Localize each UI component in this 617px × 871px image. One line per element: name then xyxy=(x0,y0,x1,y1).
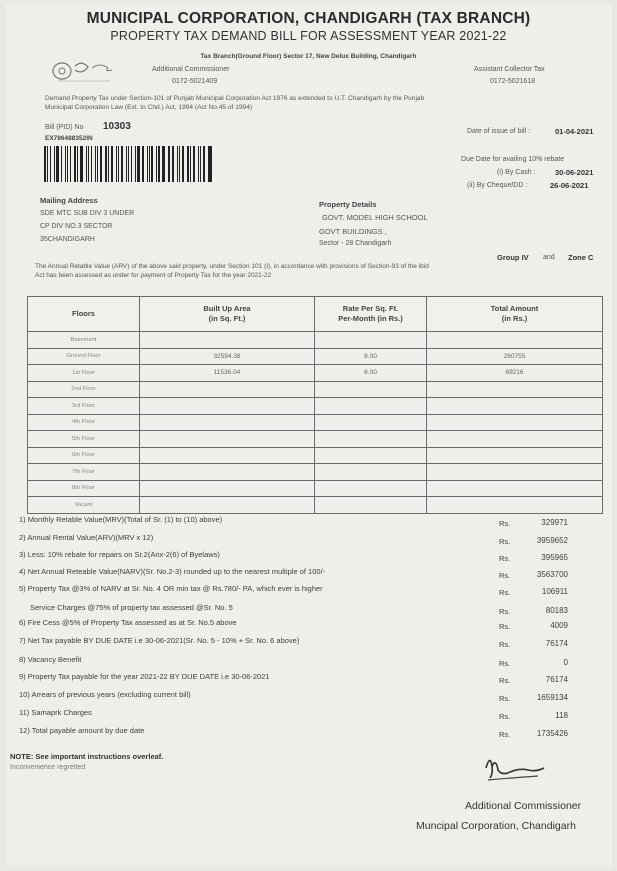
area-cell xyxy=(140,431,315,448)
barcode-bar xyxy=(118,146,119,182)
area-cell xyxy=(140,332,315,349)
signature xyxy=(480,748,550,786)
bill-title: MUNICIPAL CORPORATION, CHANDIGARH (TAX BRANCH) xyxy=(86,10,531,27)
barcode-bar xyxy=(209,146,212,182)
calc-label: 4) Net Annual Reteable Value(NARV)(Sr. No.2-3) rounded up to the nearest multiple of 100/- xyxy=(19,567,326,576)
barcode-bar xyxy=(135,146,136,182)
group-label: Group IV xyxy=(497,253,529,262)
floor-cell: Vacant xyxy=(28,497,140,514)
calc-rs: Rs. xyxy=(499,694,511,703)
calc-label: 5) Property Tax @3% of NARV at Sr. No. 4 OR min tax @ Rs.780/- PA, which ever is higher xyxy=(19,584,323,593)
calc-label: 11) Samaprk Charges xyxy=(19,708,92,717)
calc-label: 3) Less: 10% rebate for repairs on Sr.2(Anx-2(6) of Byelaws) xyxy=(19,550,220,559)
barcode-bar xyxy=(108,146,109,182)
floor-cell: 6th Floor xyxy=(28,447,140,464)
area-cell xyxy=(140,497,315,514)
col-total-amount: Total Amount (in Rs.) xyxy=(427,297,603,332)
table-row xyxy=(28,431,603,448)
bill-no-label: Bill (PID) No xyxy=(45,124,84,131)
issue-date: 01-04-2021 xyxy=(555,127,594,136)
rate-cell xyxy=(315,497,427,514)
arv-text-line2: Act has been assessed as under for payment of Property Tax for the year 2021-22 xyxy=(35,272,272,279)
barcode-text: EX786488352IN xyxy=(45,135,93,142)
calc-value: 80183 xyxy=(545,606,568,615)
calc-label: 12) Total payable amount by due date xyxy=(19,726,145,735)
barcode-bar xyxy=(190,146,191,182)
calc-label: 9) Property Tax payable for the year 2021-22 BY DUE DATE i.e 30-06-2021 xyxy=(19,672,270,681)
floor-cell: 3rd Floor xyxy=(28,398,140,415)
demand-text-line2: Municipal Corporation Law (Ext. to Chd.) Act, 1994 (Act No.45 of 1994) xyxy=(45,104,253,111)
area-cell xyxy=(140,447,315,464)
calc-value: 1735426 xyxy=(536,729,568,738)
barcode-bar xyxy=(203,146,205,182)
barcode-bar xyxy=(105,146,107,182)
barcode-bar xyxy=(162,146,165,182)
barcode-bar xyxy=(182,146,184,182)
barcode-bar xyxy=(147,146,148,182)
barcode xyxy=(44,146,214,182)
calc-value: 76174 xyxy=(545,639,568,648)
cheque-date: 26-06-2021 xyxy=(550,181,589,190)
table-row xyxy=(28,480,603,497)
barcode-bar xyxy=(88,146,89,182)
calc-label: 8) Vacancy Benefit xyxy=(19,655,82,664)
amount-cell: 69216 xyxy=(427,365,603,382)
calc-value: 3563700 xyxy=(536,570,568,579)
calc-label: 6) Fire Cess @5% of Property Tax assessed as at Sr. No.5 above xyxy=(19,618,237,627)
floor-cell: 7th Floor xyxy=(28,464,140,481)
barcode-bar xyxy=(200,146,201,182)
calc-rs: Rs. xyxy=(499,659,511,668)
rate-cell xyxy=(315,480,427,497)
area-cell xyxy=(140,480,315,497)
amount-cell xyxy=(427,398,603,415)
barcode-bar xyxy=(131,146,132,182)
property-line3: Sector - 28 Chandigarh xyxy=(319,240,392,247)
barcode-bar xyxy=(86,146,87,182)
property-line2: GOVT BUILDINGS , xyxy=(319,227,387,236)
barcode-bar xyxy=(156,146,157,182)
barcode-bar xyxy=(128,146,130,182)
floor-cell: 2nd Floor xyxy=(28,381,140,398)
table-row xyxy=(28,447,603,464)
barcode-bar xyxy=(50,146,51,182)
barcode-bar xyxy=(61,146,62,182)
table-row xyxy=(28,464,603,481)
mc-chandigarh-logo xyxy=(50,58,120,84)
calc-value: 395965 xyxy=(541,553,568,562)
table-row xyxy=(28,398,603,415)
addl-commissioner-phone: 0172-5021409 xyxy=(172,78,218,85)
calc-rs: Rs. xyxy=(499,712,511,721)
barcode-bar xyxy=(74,146,76,182)
mailing-line2: CP DIV NO.3 SECTOR xyxy=(40,223,113,230)
barcode-bar xyxy=(179,146,180,182)
barcode-bar xyxy=(54,146,56,182)
barcode-bar xyxy=(126,146,127,182)
cheque-label: (ii) By Cheque/DD : xyxy=(467,182,528,189)
rate-cell xyxy=(315,447,427,464)
zone-label: Zone C xyxy=(568,253,594,262)
floor-cell: 5th Floor xyxy=(28,431,140,448)
calc-rs: Rs. xyxy=(499,622,511,631)
area-cell xyxy=(140,464,315,481)
amount-cell xyxy=(427,431,603,448)
barcode-bar xyxy=(137,146,140,182)
barcode-bar xyxy=(169,146,170,182)
calc-rs: Rs. xyxy=(499,640,511,649)
group-zone-and: and xyxy=(543,254,555,261)
area-cell: 11536.04 xyxy=(140,365,315,382)
calc-rs: Rs. xyxy=(499,730,511,739)
arv-text-line1: The Annual Retable Value (ARV) of the above said property, under Section 101 (I), in accordance with provisions of Section-93 of the ibid xyxy=(35,263,429,270)
mailing-line1: SDE MTC SUB DIV 3 UNDER xyxy=(40,210,135,217)
table-header-row xyxy=(28,297,603,332)
calc-label: 2) Annual Rental Value(ARV)(MRV x 12) xyxy=(19,533,154,542)
area-cell xyxy=(140,398,315,415)
table-row xyxy=(28,365,603,382)
floors-table xyxy=(27,296,603,514)
barcode-bar xyxy=(208,146,209,182)
rate-cell xyxy=(315,332,427,349)
issue-date-label: Date of issue of bill : xyxy=(467,128,531,135)
barcode-bar xyxy=(67,146,68,182)
floor-cell: 4th Floor xyxy=(28,414,140,431)
area-cell xyxy=(140,414,315,431)
calc-value: 106911 xyxy=(541,587,568,596)
area-cell xyxy=(140,381,315,398)
calc-label: 1) Monthly Retable Value(MRV)(Total of Sr. (1) to (10) above) xyxy=(19,515,223,524)
barcode-bar xyxy=(77,146,78,182)
demand-text-line1: Demand Property Tax under Section-101 of Punjab Municipal Corporation Act 1976 as extended to U.T. Chandigarh by the Punjab xyxy=(45,95,425,102)
calc-rs: Rs. xyxy=(499,676,511,685)
cash-label: (i) By Cash : xyxy=(497,169,536,176)
barcode-bar xyxy=(177,146,178,182)
calc-value: 3959652 xyxy=(536,536,568,545)
table-row xyxy=(28,414,603,431)
assistant-collector-phone: 0172-5021618 xyxy=(490,78,536,85)
barcode-bar xyxy=(91,146,93,182)
calc-rs: Rs. xyxy=(499,537,511,546)
floor-cell: 8th Floor xyxy=(28,480,140,497)
rate-cell: 6.00 xyxy=(315,365,427,382)
table-row xyxy=(28,332,603,349)
barcode-bar xyxy=(168,146,169,182)
amount-cell: 260755 xyxy=(427,348,603,365)
barcode-bar xyxy=(151,146,153,182)
calc-label: 7) Net Tax payable BY DUE DATE i.e 30-06-2021(Sr. No. 5 - 10% + Sr. No. 6 above) xyxy=(19,636,300,645)
calc-value: 118 xyxy=(555,711,568,720)
addl-commissioner-label: Additional Commissioner xyxy=(152,66,230,73)
amount-cell xyxy=(427,480,603,497)
barcode-bar xyxy=(193,146,195,182)
mailing-line3: 35CHANDIGARH xyxy=(40,236,95,243)
rate-cell xyxy=(315,464,427,481)
barcode-bar xyxy=(158,146,160,182)
due-date-label: Due Date for availing 10% rebate xyxy=(461,156,565,163)
barcode-bar xyxy=(111,146,114,182)
rate-cell xyxy=(315,431,427,448)
barcode-bar xyxy=(116,146,117,182)
barcode-bar xyxy=(47,146,48,182)
barcode-bar xyxy=(95,146,96,182)
barcode-bar xyxy=(56,146,59,182)
rate-cell xyxy=(315,398,427,415)
amount-cell xyxy=(427,497,603,514)
amount-cell xyxy=(427,447,603,464)
calc-value: 329971 xyxy=(541,518,568,527)
barcode-bar xyxy=(198,146,199,182)
sign-title: Additional Commissioner xyxy=(465,800,582,812)
table-row xyxy=(28,497,603,514)
bill-subtitle: PROPERTY TAX DEMAND BILL FOR ASSESSMENT YEAR 2021-22 xyxy=(110,29,507,43)
calc-rs: Rs. xyxy=(499,607,511,616)
barcode-bar xyxy=(121,146,123,182)
barcode-bar xyxy=(172,146,174,182)
amount-cell xyxy=(427,381,603,398)
calc-rs: Rs. xyxy=(499,571,511,580)
floor-cell: 1st Floor xyxy=(28,365,140,382)
property-line1: GOVT. MODEL HIGH SCHOOL xyxy=(322,213,428,222)
amount-cell xyxy=(427,464,603,481)
note-text: NOTE: See important instructions overleaf. xyxy=(10,752,164,761)
col-built-up-area: Built Up Area (in Sq. Ft.) xyxy=(140,297,315,332)
barcode-bar xyxy=(70,146,72,182)
col-floors: Floors xyxy=(28,297,140,332)
table-row xyxy=(28,381,603,398)
assistant-collector-label: Assistant Collector Tax xyxy=(474,66,545,73)
cash-date: 30-06-2021 xyxy=(555,168,594,177)
calc-rs: Rs. xyxy=(499,588,511,597)
calc-label: Service Charges @75% of property tax assessed @Sr. No. 5 xyxy=(30,603,233,612)
floor-cell: Ground Floor xyxy=(28,348,140,365)
calc-value: 4009 xyxy=(550,621,568,630)
regret-text: Inconvenience regretted xyxy=(10,764,86,771)
amount-cell xyxy=(427,414,603,431)
office-address: Tax Branch(Ground Floor) Sector 17, New Delux Building, Chandigarh xyxy=(200,53,417,60)
calc-value: 0 xyxy=(563,658,568,667)
calc-rs: Rs. xyxy=(499,519,511,528)
rate-cell xyxy=(315,381,427,398)
barcode-bar xyxy=(142,146,144,182)
area-cell: 32594.38 xyxy=(140,348,315,365)
barcode-bar xyxy=(97,146,98,182)
property-heading: Property Details xyxy=(319,200,377,209)
barcode-bar xyxy=(80,146,83,182)
table-row xyxy=(28,348,603,365)
rate-cell xyxy=(315,414,427,431)
barcode-bar xyxy=(100,146,102,182)
calc-label: 10) Arrears of previous years (excluding current bill) xyxy=(19,690,191,699)
calc-value: 1659134 xyxy=(536,693,568,702)
mailing-heading: Mailing Address xyxy=(40,196,98,205)
calc-rs: Rs. xyxy=(499,554,511,563)
sign-org: Muncipal Corporation, Chandigarh xyxy=(416,820,576,832)
floor-cell: Basement xyxy=(28,332,140,349)
amount-cell xyxy=(427,332,603,349)
col-rate: Rate Per Sq. Ft. Per-Month (in Rs.) xyxy=(315,297,427,332)
bill-no: 10303 xyxy=(103,121,131,132)
barcode-bar xyxy=(65,146,66,182)
barcode-bar xyxy=(187,146,190,182)
barcode-bar xyxy=(44,146,46,182)
rate-cell: 8.00 xyxy=(315,348,427,365)
calc-value: 76174 xyxy=(545,675,568,684)
barcode-bar xyxy=(149,146,150,182)
